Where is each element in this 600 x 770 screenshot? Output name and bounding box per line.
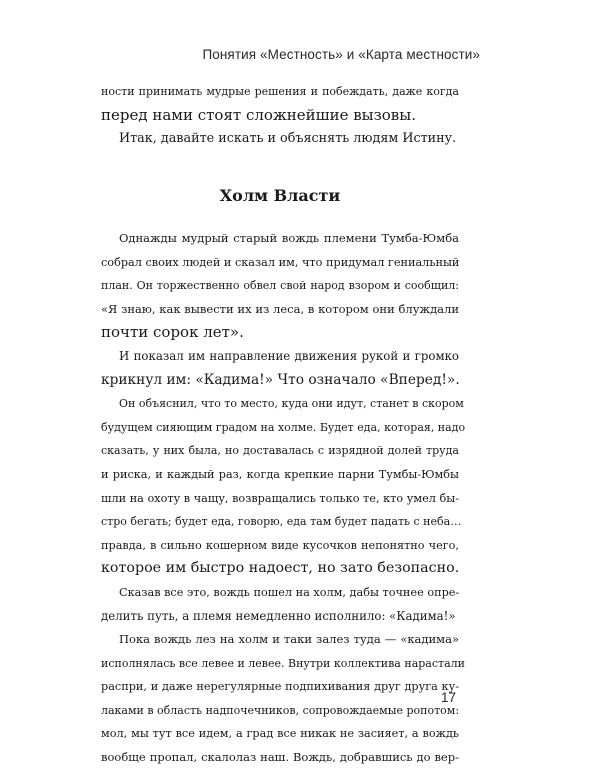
intro-paragraph — [101, 80, 459, 151]
text-line: которое им быстро надоест, но зато безопасно. — [101, 560, 460, 577]
text-line: почти сорок лет». — [101, 323, 244, 342]
text-line: план. Он торжественно обвел свой народ взором и сообщил: — [101, 279, 459, 293]
text-line: шли на охоту в чащу, возвращались только те, кто умел бы- — [101, 491, 459, 505]
text-line: Однажды мудрый старый вождь племени Тумба-Юмба — [119, 231, 459, 245]
text-line: вообще пропал, скалолаз наш. Вождь, добравшись до вер- — [101, 750, 459, 765]
text-line: и риска, и каждый раз, когда крепкие парни Тумбы-Юмбы — [101, 467, 459, 481]
text-line: правда, в сильно кошерном виде кусочков непонятно чего, — [101, 538, 459, 552]
page-number: 17 — [441, 690, 457, 705]
text-line: ности принимать мудрые решения и побеждать, даже когда — [101, 85, 459, 98]
text-line: Пока вождь лез на холм и таки залез туда — «кадима» — [119, 632, 459, 647]
text-line: «Я знаю, как вывести их из леса, в котором они блуждали — [101, 301, 459, 316]
running-head: Понятия «Местность» и «Карта местности» — [202, 47, 480, 62]
body-text — [101, 227, 466, 770]
text-line: распри, и даже нерегулярные подпихивания друг друга ку- — [101, 680, 459, 694]
text-line: крикнул им: «Кадима!» Что означало «Вперед!». — [101, 371, 460, 388]
text-line: лаками в область надпочечников, сопровождаемые ропотом: — [101, 703, 460, 717]
text-line: Сказав все это, вождь пошел на холм, дабы точнее опре- — [119, 585, 460, 599]
text-line: делить путь, а племя немедленно исполнило: «Кадима!» — [101, 608, 456, 623]
text-line: стро бегать; будет еда, говорю, еда там будет падать с неба… — [101, 515, 462, 529]
text-line: И показал им направление движения рукой и громко — [119, 348, 459, 363]
text-line: перед нами стоят сложнейшие вызовы. — [101, 105, 416, 124]
text-line: исполнялась все левее и левее. Внутри коллектива нарастали — [101, 656, 465, 670]
text-line: Итак, давайте искать и объяснять людям Истину. — [119, 131, 457, 147]
section-title: Холм Власти — [219, 186, 341, 205]
text-line: собрал своих людей и сказал им, что придумал гениальный — [101, 255, 460, 269]
text-line: сказать, у них была, но доставалась с изрядной долей труда — [101, 444, 459, 458]
text-line: Он объяснил, что то место, куда они идут, станет в скором — [119, 397, 464, 411]
text-line: мол, мы тут все идем, а град все никак не засияет, а вождь — [101, 727, 459, 741]
text-line: будущем сияющим градом на холме. Будет еда, которая, надо — [101, 420, 466, 434]
